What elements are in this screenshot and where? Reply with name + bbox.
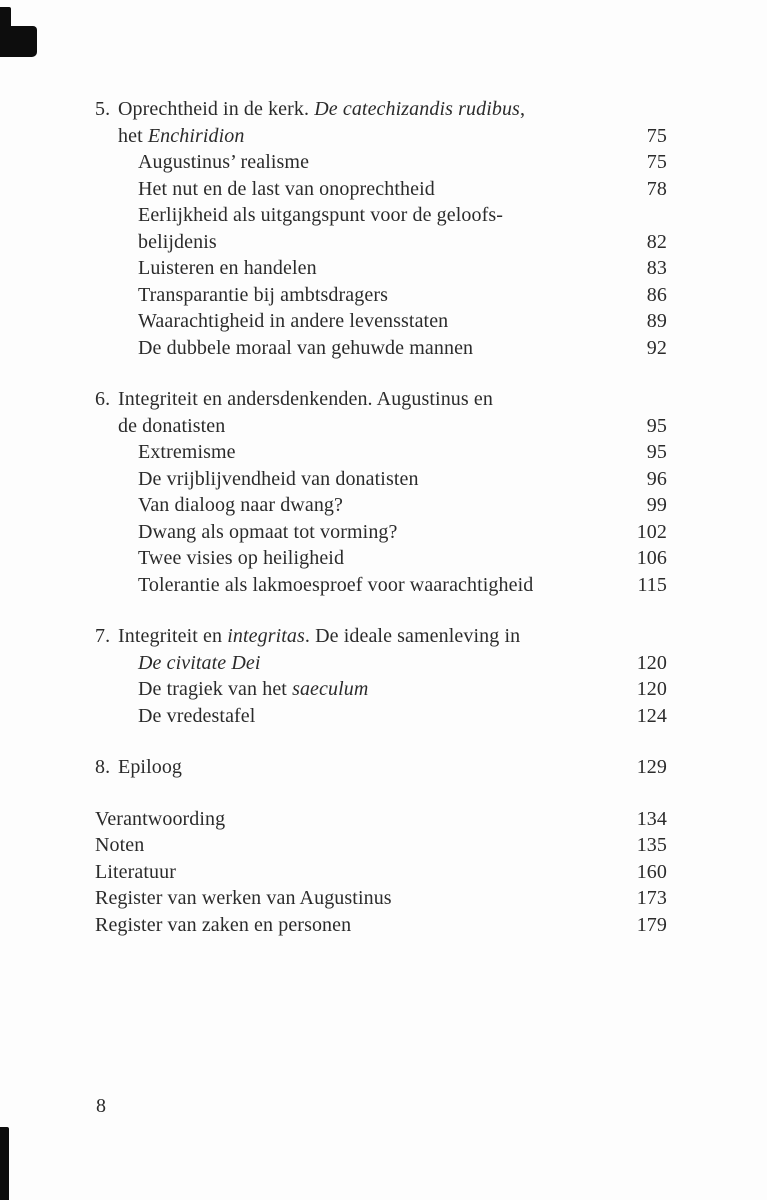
toc-row	[95, 202, 667, 229]
toc-row	[95, 859, 667, 886]
toc-row	[95, 176, 667, 203]
toc-entry-text: Tolerantie als lakmoesproef voor waarachtigheid	[138, 573, 534, 596]
toc-entry-text: Twee visies op heiligheid	[138, 547, 345, 569]
toc-entry-text: Integriteit en andersdenkenden. Augustinus en	[118, 388, 493, 410]
toc-entry-text-italic: De civitate Dei	[138, 651, 261, 674]
toc-page-number: 115	[637, 573, 667, 596]
toc-entry-text: Dwang als opmaat tot vorming?	[138, 520, 398, 543]
toc-entry-text: Integriteit en	[118, 625, 228, 647]
toc-page-number: 160	[636, 860, 667, 883]
toc-gap	[95, 361, 667, 386]
toc-page-number: 92	[646, 336, 667, 359]
toc-row	[95, 308, 667, 335]
toc-entry-text-italic: saeculum	[292, 678, 369, 700]
toc-page-number: 99	[646, 494, 667, 516]
toc-entry-label	[118, 386, 493, 413]
toc-section-number: 7.	[95, 625, 111, 647]
toc-entry-text: Oprechtheid in de kerk.	[118, 98, 315, 120]
toc-page-number: 89	[646, 310, 667, 332]
toc-row	[95, 413, 667, 440]
toc-row	[95, 572, 667, 599]
toc-entry-text: Augustinus’ realisme	[138, 151, 310, 173]
toc-entry-text: Register van zaken en personen	[95, 913, 352, 936]
toc-section-number: 6.	[95, 388, 111, 410]
toc-row	[95, 439, 667, 466]
toc-row	[95, 545, 667, 572]
toc-entry-text: Eerlijkheid als uitgangspunt voor de geloofs-	[138, 204, 503, 226]
toc-entry-label	[95, 832, 144, 859]
toc-entry-text: de donatisten	[118, 414, 226, 437]
toc-row	[95, 885, 667, 912]
toc-row	[95, 229, 667, 256]
toc-entry-text: De dubbele moraal van gehuwde mannen	[138, 336, 474, 359]
toc-page-number: 106	[636, 547, 667, 569]
toc-entry-label	[95, 703, 255, 730]
toc-entry-label	[95, 229, 217, 256]
toc-row	[95, 519, 667, 546]
toc-entry-text: De vredestafel	[138, 704, 256, 727]
toc-entry-label	[95, 806, 225, 833]
toc-entry-label	[118, 754, 182, 781]
toc-page-number: 78	[646, 177, 667, 200]
toc-row	[95, 492, 667, 519]
toc-entry-text-italic: Enchiridion	[147, 124, 245, 147]
toc-row	[95, 96, 667, 123]
toc-row	[95, 650, 667, 677]
toc-row	[95, 623, 667, 650]
toc-page-number: 120	[636, 651, 667, 674]
page-number-folio: 8	[96, 1095, 106, 1117]
toc-row	[95, 806, 667, 833]
toc-row	[95, 912, 667, 939]
toc-entry-text: Transparantie bij ambtsdragers	[138, 283, 388, 306]
toc-entry-label	[95, 466, 419, 493]
toc-entry-label	[95, 123, 245, 150]
toc-page-number: 75	[646, 124, 667, 147]
table-of-contents	[95, 96, 667, 938]
toc-entry-label	[95, 545, 344, 572]
toc-entry-label	[95, 255, 317, 282]
toc-entry-label	[95, 308, 448, 335]
toc-entry-text: De vrijblijvendheid van donatisten	[138, 467, 419, 490]
toc-row	[95, 754, 667, 781]
toc-section-number: 8.	[95, 756, 111, 778]
toc-page-number: 86	[646, 283, 667, 306]
toc-entry-label	[95, 859, 176, 886]
toc-entry-label	[118, 96, 525, 123]
toc-page-number: 135	[636, 834, 667, 856]
toc-page-number: 173	[636, 887, 667, 909]
toc-entry-label	[95, 149, 309, 176]
toc-entry-label	[95, 572, 533, 599]
toc-page-number: 129	[636, 756, 667, 778]
toc-entry-label	[95, 676, 368, 703]
scan-artifact-bottom-left	[0, 1127, 9, 1200]
toc-gap	[95, 729, 667, 754]
toc-entry-label	[95, 519, 398, 546]
toc-page-number: 124	[636, 704, 667, 727]
toc-entry-label	[95, 492, 343, 519]
toc-entry-text: De tragiek van het	[138, 678, 293, 700]
toc-page-number: 95	[646, 414, 667, 437]
toc-gap	[95, 598, 667, 623]
toc-page-number: 120	[636, 678, 667, 700]
toc-entry-label	[95, 202, 503, 229]
toc-entry-text: Het nut en de last van onoprechtheid	[138, 177, 435, 200]
toc-entry-text: . De ideale samenleving in	[304, 625, 521, 647]
toc-entry-label	[95, 439, 236, 466]
toc-entry-text: Literatuur	[95, 860, 176, 883]
toc-entry-text: Van dialoog naar dwang?	[138, 494, 344, 516]
toc-row	[95, 466, 667, 493]
toc-row	[95, 832, 667, 859]
toc-page-number: 75	[646, 151, 667, 173]
toc-page-number: 95	[646, 441, 667, 463]
toc-entry-text: ,	[519, 98, 526, 120]
toc-page-number: 179	[636, 913, 667, 936]
toc-entry-label	[95, 413, 225, 440]
toc-gap	[95, 781, 667, 806]
toc-row	[95, 149, 667, 176]
toc-row	[95, 676, 667, 703]
toc-row	[95, 123, 667, 150]
toc-page-number: 134	[636, 807, 667, 830]
toc-page-number: 96	[646, 467, 667, 490]
toc-entry-label	[95, 912, 351, 939]
toc-entry-label	[95, 335, 473, 362]
toc-entry-label	[95, 282, 388, 309]
toc-entry-text: belijdenis	[138, 230, 217, 253]
toc-page-number: 82	[646, 230, 667, 253]
toc-entry-text: Extremisme	[138, 441, 236, 463]
toc-row	[95, 703, 667, 730]
toc-row	[95, 282, 667, 309]
toc-entry-label	[118, 623, 520, 650]
toc-page-number: 102	[636, 520, 667, 543]
toc-entry-text: Register van werken van Augustinus	[95, 887, 392, 909]
toc-entry-text: Noten	[95, 834, 145, 856]
scan-artifact-top-left	[0, 26, 37, 57]
toc-row	[95, 255, 667, 282]
toc-row	[95, 386, 667, 413]
toc-row	[95, 335, 667, 362]
toc-entry-text: Verantwoording	[95, 807, 226, 830]
toc-section-number: 5.	[95, 98, 111, 120]
toc-entry-text: Epiloog	[118, 756, 183, 778]
toc-entry-text: Waarachtigheid in andere levensstaten	[138, 310, 449, 332]
toc-entry-text-italic: integritas	[227, 625, 305, 647]
toc-rows	[95, 96, 667, 938]
toc-entry-text: het	[118, 124, 148, 147]
toc-entry-label	[95, 176, 435, 203]
toc-entry-text: Luisteren en handelen	[138, 257, 317, 279]
toc-entry-label	[95, 650, 261, 677]
toc-page-number: 83	[646, 257, 667, 279]
toc-entry-text-italic: De catechizandis rudibus	[314, 98, 520, 120]
toc-entry-label	[95, 885, 392, 912]
